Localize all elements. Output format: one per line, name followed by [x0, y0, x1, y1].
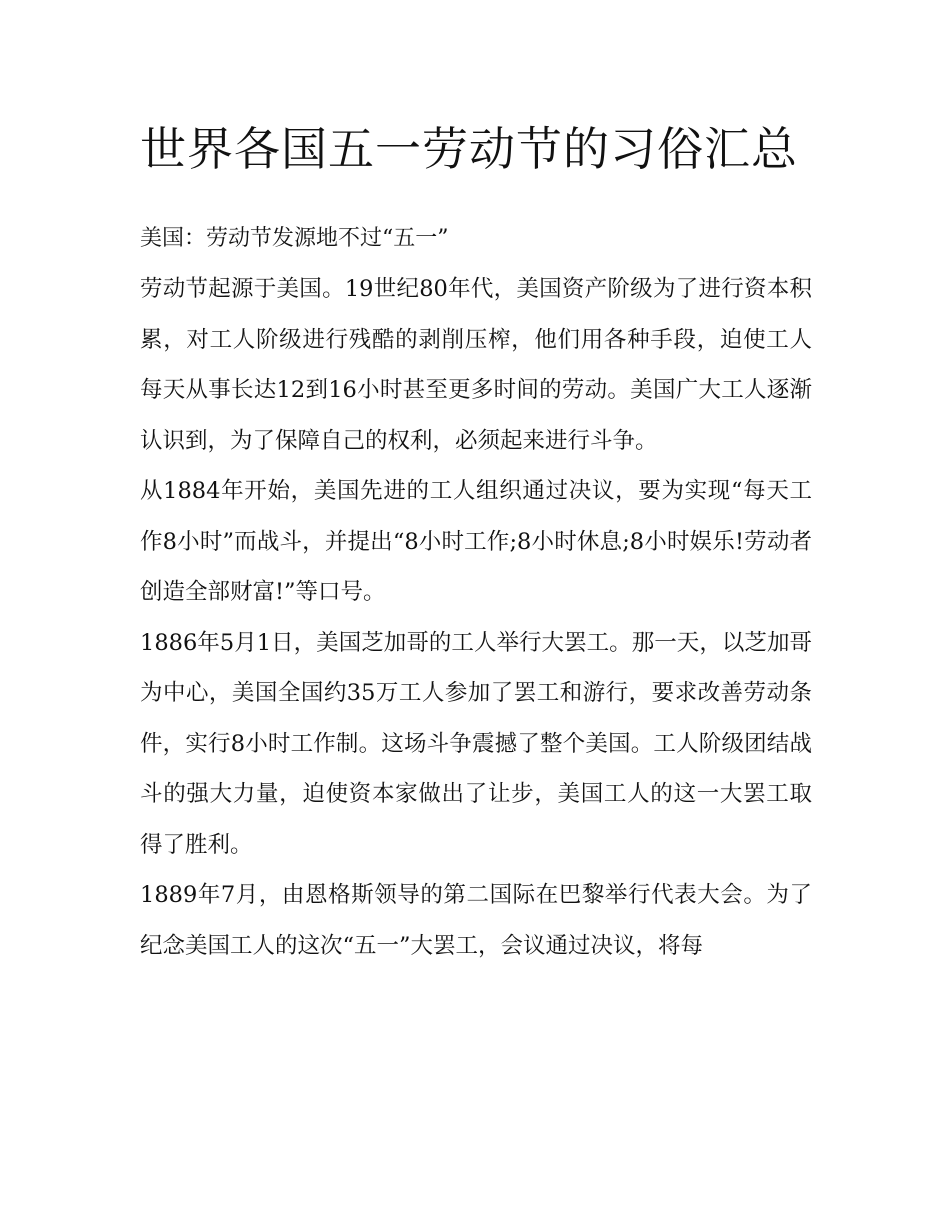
paragraph-1889: 1889年7月，由恩格斯领导的第二国际在巴黎举行代表大会。为了纪念美国工人的这次“五一”大罢工，会议通过决议，将每: [140, 882, 812, 959]
section-heading: 美国：劳动节发源地不过“五一”: [140, 226, 449, 251]
paragraph-origin: 劳动节起源于美国。19世纪80年代，美国资产阶级为了进行资本积累，对工人阶级进行残酷的剥削压榨，他们用各种手段，迫使工人每天从事长达12到16小时甚至更多时间的劳动。美国广大工人逐渐认识到，为了保障自己的权利，必须起来进行斗争。: [140, 276, 812, 454]
document-body: [140, 112, 812, 971]
paragraph-1886: 1886年5月1日，美国芝加哥的工人举行大罢工。那一天，以芝加哥为中心，美国全国约35万工人参加了罢工和游行，要求改善劳动条件，实行8小时工作制。这场斗争震撼了整个美国。工人阶级团结战斗的强大力量，迫使资本家做出了让步，美国工人的这一大罢工取得了胜利。: [140, 629, 812, 858]
document-title: 世界各国五一劳动节的习俗汇总: [140, 122, 798, 176]
paragraph-1884: 从1884年开始，美国先进的工人组织通过决议，要为实现“每天工作8小时”而战斗，并提出“8小时工作;8小时休息;8小时娱乐!劳动者创造全部财富!”等口号。: [140, 478, 812, 605]
